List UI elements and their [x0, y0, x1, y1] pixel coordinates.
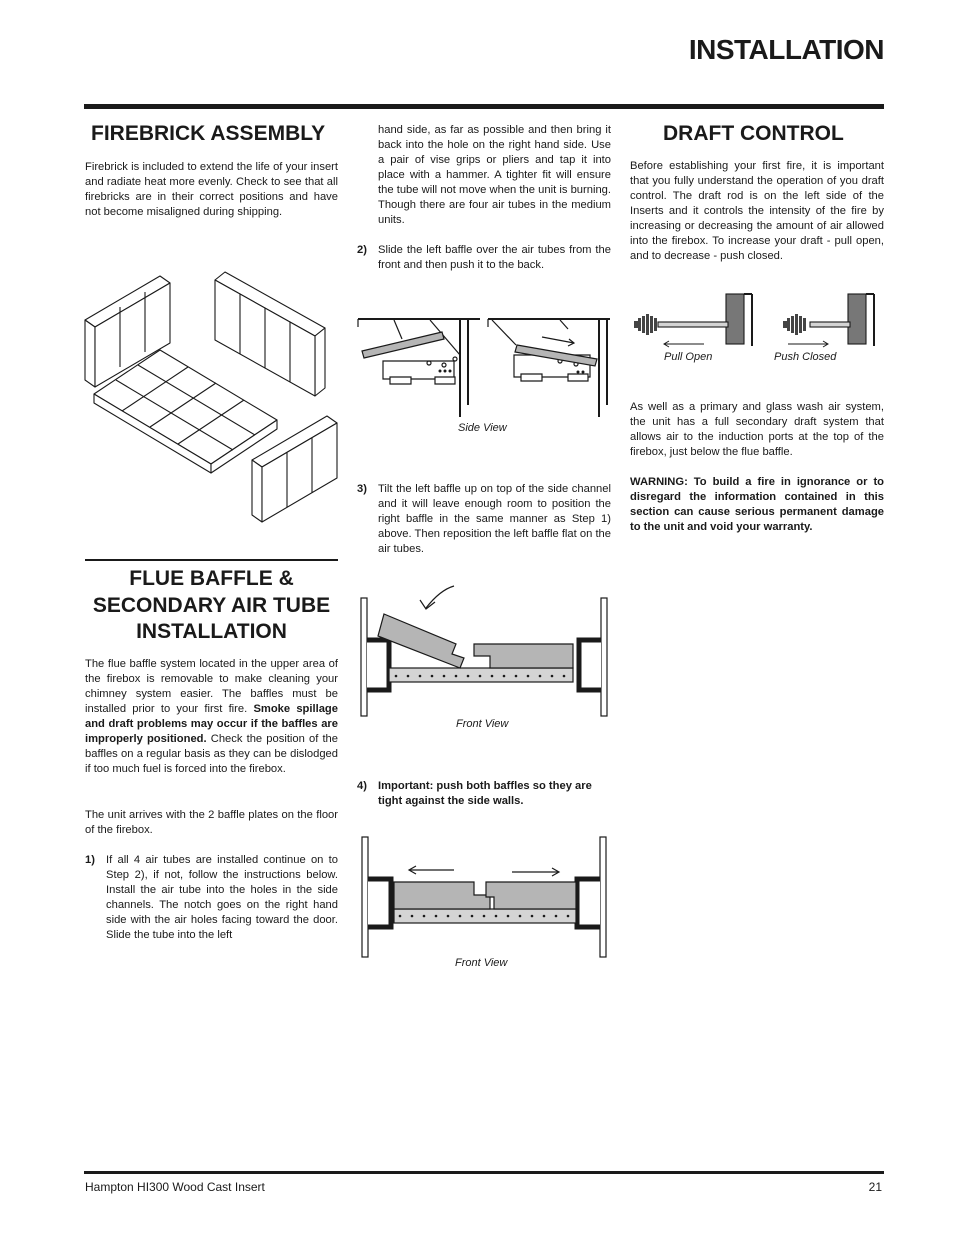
step-2-text: Slide the left baffle over the air tubes from the front and then push it to the back.: [378, 244, 611, 271]
step-3-number: 3): [357, 483, 367, 495]
footer-rule: [84, 1171, 884, 1174]
step-3-text: Tilt the left baffle up on top of the side channel and it will leave enough room to position the right baffle in the same manner as Step 1) above. Then reposition the left baffle flat on the air tubes.: [378, 483, 611, 555]
page-number: 21: [868, 1180, 882, 1194]
flue-heading-line-2: SECONDARY AIR TUBE: [92, 593, 331, 617]
flue-intro-text-2: Check the position of the baffles on a regular basis as they can be dislodged if too much fuel is forced into the firebox.: [85, 733, 339, 775]
flue-section-rule: [85, 559, 338, 561]
flue-heading-line-1: FLUE BAFFLE &: [129, 567, 294, 590]
flue-heading: [85, 566, 338, 646]
step-4: [357, 779, 611, 809]
step-1: [85, 853, 338, 943]
step-2-number: 2): [357, 244, 367, 256]
footer-product: Hampton HI300 Wood Cast Insert: [85, 1180, 265, 1194]
air-tube-holes: [395, 675, 566, 678]
air-tube-holes-2: [399, 915, 570, 918]
back-wall-bricks: [215, 272, 325, 396]
push-closed-knob: [783, 314, 806, 335]
pull-open-label: Pull Open: [664, 351, 713, 363]
firebrick-heading: FIREBRICK ASSEMBLY: [91, 122, 326, 145]
front-view-caption-2: Front View: [455, 957, 508, 969]
step-1-number: 1): [85, 854, 95, 866]
flue-heading-line-3: INSTALLATION: [136, 620, 287, 643]
push-closed-label: Push Closed: [774, 351, 837, 363]
side-view-caption: Side View: [458, 422, 507, 434]
step-4-number: 4): [357, 780, 367, 792]
flue-intro-warning: Smoke spillage and draft problems may occur if the baffles are improperly positioned.: [85, 703, 338, 745]
front-view-diagram-1: [356, 582, 612, 718]
pull-open-knob: [634, 314, 657, 335]
step-2: [357, 243, 611, 273]
side-view-diagram: [356, 315, 612, 419]
secondary-air-text: As well as a primary and glass wash air system, the unit has a full secondary draft system that allows air to the induction ports at the top of the firebox, just below the flue baffle.: [630, 401, 884, 458]
side-view-left: [358, 319, 480, 417]
flue-intro-text: The flue baffle system located in the upper area of the firebox is removable to make cleaning your chimney system easier. The baffles must be installed prior to your first fire.: [85, 658, 338, 715]
draft-text: Before establishing your first fire, it is important that you fully understand the operation of you draft control. The draft rod is on the left side of the Inserts and it controls the intensity of the fire by increasing or decreasing the amount of air allowed into the firebox. To increase your draft - pull open, and to decrease - push closed.: [630, 160, 884, 262]
top-rule: [84, 104, 884, 109]
front-view-diagram-2: [356, 835, 612, 959]
warning-text: WARNING: To build a fire in ignorance or to disregard the information contained in this section can cause serious permanent damage to the unit and void your warranty.: [630, 476, 884, 533]
front-view-caption-1: Front View: [456, 718, 509, 730]
step-1-text: If all 4 air tubes are installed continue on to Step 2), if not, follow the instructions below. Install the air tube into the holes in the side channels. The notch goes on the right hand side with the air holes facing toward the door. Slide the tube into the left: [106, 854, 338, 941]
step-4-text: Important: push both baffles so they are tight against the side walls.: [378, 780, 592, 807]
page-title: INSTALLATION: [688, 34, 884, 65]
draft-arrows: [660, 339, 880, 349]
side-view-right: [488, 319, 610, 417]
step-3: [357, 482, 611, 557]
firebrick-text: Firebrick is included to extend the life of your insert and radiate heat more evenly. Check to see that all firebricks are in their correct positions and have not become misaligned during shipping.: [85, 161, 338, 218]
firebrick-diagram: [82, 270, 344, 530]
step-1-continued: hand side, as far as possible and then bring it back into the hole on the right hand side. Use a pair of vise grips or pliers and tap it into place with a hammer. A tighter fit will ensure the tube will not move when the unit is burning. Though there are four air tubes in the medium units.: [378, 124, 611, 226]
flue-intro: [85, 657, 338, 777]
draft-heading: DRAFT CONTROL: [663, 122, 844, 145]
flue-arrival-text: The unit arrives with the 2 baffle plates on the floor of the firebox.: [85, 809, 338, 836]
